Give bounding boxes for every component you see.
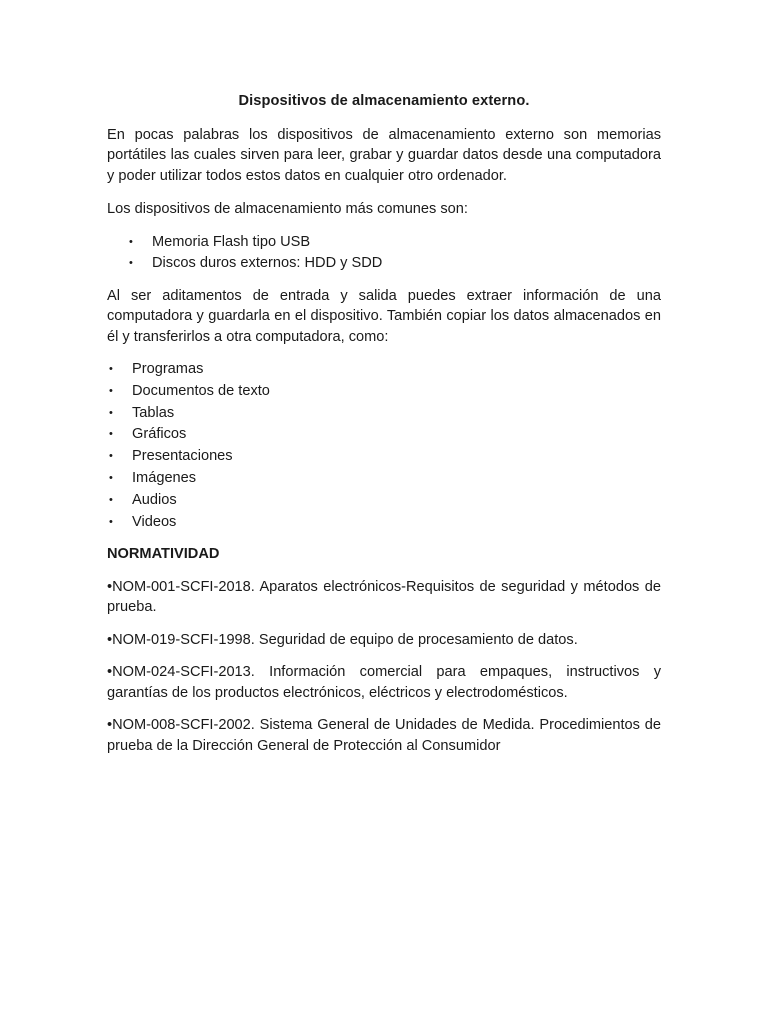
bullet-icon: • [109,363,113,375]
bullet-icon: • [109,406,113,419]
list-item [107,403,661,425]
list-item-text: Programas [132,361,204,377]
document-title: Dispositivos de almacenamiento externo. [238,93,530,109]
list-item-text: Presentaciones [132,448,233,465]
bullet-icon: • [129,235,133,248]
list-item-text: Gráficos [132,426,187,443]
data-types-list [107,359,661,533]
document-page [107,91,661,768]
bullet-icon: • [109,515,113,528]
list-item [107,446,661,468]
list-item-text: Videos [132,513,177,530]
list-item-text: Tablas [132,404,175,421]
norm-paragraph: •NOM-008-SCFI-2002. Sistema General de Unidades de Medida. Procedimientos de prueba de la Dirección General de Protección al Consumidor [107,717,661,754]
bullet-icon: • [109,450,113,463]
list-item-text: Discos duros externos: HDD y SDD [152,255,383,271]
list-item [107,512,661,534]
list-item-text: Memoria Flash tipo USB [152,233,311,250]
list-item [107,468,661,490]
transfer-paragraph: Al ser aditamentos de entrada y salida puedes extraer información de una computadora y guardarla en el dispositivo. También copiar los datos almacenados en él y transferirlos a otra computadora, como: [107,287,661,345]
list-item [107,359,661,381]
intro-paragraph: En pocas palabras los dispositivos de almacenamiento externo son memorias portátiles las cuales sirven para leer, grabar y guardar datos desde una computadora y poder utilizar todos estos datos en cualquier otro ordenador. [107,126,661,184]
norm-paragraph: •NOM-019-SCFI-1998. Seguridad de equipo de procesamiento de datos. [107,631,578,648]
list-item [107,381,661,403]
norms-heading: NORMATIVIDAD [107,546,220,563]
norm-paragraph: •NOM-024-SCFI-2013. Información comercial para empaques, instructivos y garantías de los productos electrónicos, eléctricos y electrodomésticos. [107,664,661,701]
bullet-icon: • [109,428,113,441]
bullet-icon: • [109,493,113,506]
list-item [107,232,661,254]
list-item-text: Audios [132,491,177,508]
common-devices-lead: Los dispositivos de almacenamiento más comunes son: [107,201,468,217]
list-item [107,490,661,512]
bullet-icon: • [109,384,113,397]
list-item [107,253,661,275]
bullet-icon: • [109,471,113,484]
list-item-text: Imágenes [132,469,197,486]
norm-paragraph: •NOM-001-SCFI-2018. Aparatos electrónicos-Requisitos de seguridad y métodos de prueba. [107,578,661,616]
list-item-text: Documentos de texto [132,382,270,399]
list-item [107,424,661,446]
norms-section [107,577,661,757]
common-devices-list [107,232,661,275]
bullet-icon: • [129,257,133,269]
